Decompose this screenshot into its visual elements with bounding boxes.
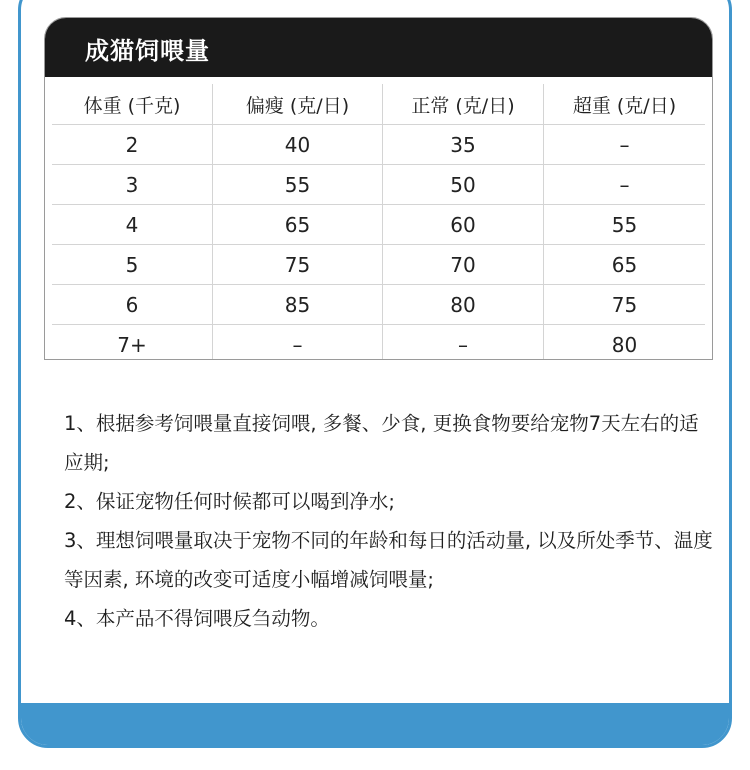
header-normal: 正常 (克/日) xyxy=(383,84,544,124)
header-overweight: 超重 (克/日) xyxy=(572,94,677,117)
table-row xyxy=(52,205,705,245)
cell-overweight: – xyxy=(619,132,630,157)
note-item: 1、根据参考饲喂量直接饲喂, 多餐、少食, 更换食物要给宠物7天左右的适应期; xyxy=(64,412,699,474)
note-item: 2、保证宠物任何时候都可以喝到净水; xyxy=(64,490,395,513)
cell-thin: – xyxy=(213,325,383,360)
table-title: 成猫饲喂量 xyxy=(85,37,210,65)
cell-overweight: 75 xyxy=(611,292,638,317)
cell-overweight: 65 xyxy=(611,252,638,277)
table-row xyxy=(52,245,705,285)
cell-normal: 35 xyxy=(383,125,544,164)
note-item: 4、本产品不得饲喂反刍动物。 xyxy=(64,607,330,630)
cell-weight: 2 xyxy=(52,125,213,164)
table-row xyxy=(52,325,705,360)
cell-normal: 60 xyxy=(383,205,544,244)
cell-thin: 40 xyxy=(213,125,383,164)
cell-weight: 7+ xyxy=(52,325,213,360)
table-row xyxy=(52,165,705,205)
cell-normal: – xyxy=(383,325,544,360)
header-thin: 偏瘦 (克/日) xyxy=(213,84,383,124)
cell-weight: 5 xyxy=(52,245,213,284)
header-weight: 体重 (千克) xyxy=(52,84,213,124)
cell-overweight: 55 xyxy=(611,212,638,237)
cell-weight: 3 xyxy=(52,165,213,204)
cell-thin: 85 xyxy=(213,285,383,324)
feeding-table-card xyxy=(44,17,713,360)
table-title-bar xyxy=(45,18,712,77)
cell-thin: 55 xyxy=(213,165,383,204)
cell-weight: 6 xyxy=(52,285,213,324)
cell-overweight: – xyxy=(619,172,630,197)
feeding-table xyxy=(52,84,705,360)
note-item: 3、理想饲喂量取决于宠物不同的年龄和每日的活动量, 以及所处季节、温度等因素, 环境的改变可适度小幅增减饲喂量; xyxy=(64,529,713,591)
cell-normal: 80 xyxy=(383,285,544,324)
table-row xyxy=(52,285,705,325)
feeding-notes xyxy=(64,404,714,638)
table-row xyxy=(52,125,705,165)
table-header-row xyxy=(52,84,705,125)
cell-normal: 50 xyxy=(383,165,544,204)
cell-overweight: 80 xyxy=(611,332,638,357)
frame-bottom-bar xyxy=(21,703,729,745)
cell-weight: 4 xyxy=(52,205,213,244)
cell-thin: 65 xyxy=(213,205,383,244)
cell-thin: 75 xyxy=(213,245,383,284)
cell-normal: 70 xyxy=(383,245,544,284)
